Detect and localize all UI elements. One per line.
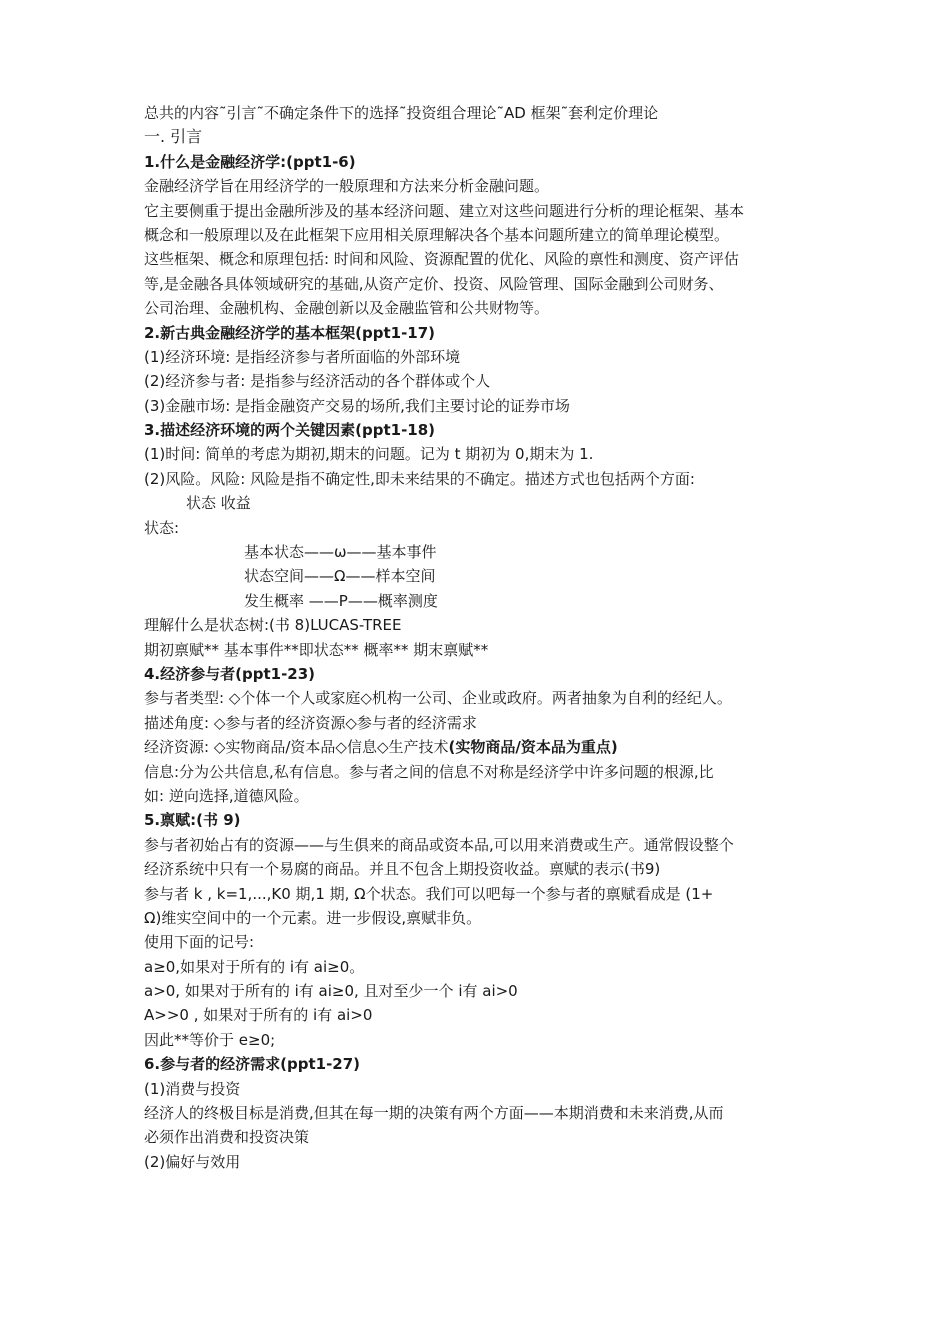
paragraph-line: 描述角度: ◇参与者的经济资源◇参与者的经济需求: [144, 713, 477, 732]
contents-summary: 总共的内容˜引言˜不确定条件下的选择˜投资组合理论˜AD 框架˜套利定价理论: [144, 104, 659, 122]
list-item: (2)风险。风险: 风险是指不确定性,即未来结果的不确定。描述方式也包括两个方面:: [144, 469, 695, 488]
heading-3: 3.描述经济环境的两个关键因素(ppt1-18): [144, 421, 436, 440]
list-item: (2)经济参与者: 是指参与经济活动的各个群体或个人: [144, 372, 491, 391]
list-item: (2)偏好与效用: [144, 1152, 241, 1171]
paragraph-line: 参与者初始占有的资源——与生俱来的商品或资本品,可以用来消费或生产。通常假设整个: [144, 835, 734, 854]
paragraph-line: 如: 逆向选择,道德风险。: [144, 786, 309, 805]
paragraph-line: 状态:: [144, 518, 180, 537]
notation-line: 因此**等价于 e≥0;: [144, 1030, 276, 1049]
notation-line: a>0, 如果对于所有的 i有 ai≥0, 且对至少一个 i有 ai>0: [144, 982, 518, 1001]
list-item: (1)消费与投资: [144, 1079, 241, 1098]
indented-line: 状态 收益: [186, 494, 251, 513]
paragraph-line: Ω)维实空间中的一个元素。进一步假设,禀赋非负。: [144, 908, 482, 927]
paragraph-line: 经济系统中只有一个易腐的商品。并且不包含上期投资收益。禀赋的表示(书9): [144, 860, 661, 879]
paragraph-line: 金融经济学旨在用经济学的一般原理和方法来分析金融问题。: [144, 177, 550, 196]
paragraph-line: 等,是金融各具体领域研究的基础,从资产定价、投资、风险管理、国际金融到公司财务、: [144, 274, 724, 293]
heading-2: 2.新古典金融经济学的基本框架(ppt1-17): [144, 323, 436, 342]
paragraph-line: [144, 735, 824, 759]
paragraph-line: 理解什么是状态树:(书 8)LUCAS-TREE: [144, 616, 402, 635]
paragraph-line: 参与者 k , k=1,...,K0 期,1 期, Ω个状态。我们可以吧每一个参与者的禀赋看成是 (1+: [144, 884, 714, 903]
paragraph-line: 概念和一般原理以及在此框架下应用相关原理解决各个基本问题所建立的简单理论模型。: [144, 225, 730, 244]
state-definition: 状态空间——Ω——样本空间: [244, 567, 436, 586]
document-body: [144, 101, 824, 1174]
paragraph-line: 它主要侧重于提出金融所涉及的基本经济问题、建立对这些问题进行分析的理论框架、基本: [144, 201, 745, 220]
list-item: (1)时间: 简单的考虑为期初,期末的问题。记为 t 期初为 0,期末为 1.: [144, 445, 594, 464]
list-item: (3)金融市场: 是指金融资产交易的场所,我们主要讨论的证券市场: [144, 396, 570, 415]
resource-text: 经济资源: ◇实物商品/资本品◇信息◇生产技术: [144, 738, 449, 757]
section-title: 一. 引言: [144, 127, 203, 147]
paragraph-line: 参与者类型: ◇个体一个人或家庭◇机构一公司、企业或政府。两者抽象为自利的经纪人。: [144, 689, 732, 708]
notation-line: a≥0,如果对于所有的 i有 ai≥0。: [144, 957, 365, 976]
paragraph-line: 这些框架、概念和原理包括: 时间和风险、资源配置的优化、风险的禀性和测度、资产评估: [144, 250, 739, 269]
list-item: (1)经济环境: 是指经济参与者所面临的外部环境: [144, 347, 461, 366]
notation-line: A>>0 , 如果对于所有的 i有 ai>0: [144, 1006, 373, 1025]
state-definition: 发生概率 ——P——概率测度: [244, 591, 438, 610]
paragraph-line: 使用下面的记号:: [144, 933, 255, 952]
heading-5: 5.禀赋:(书 9): [144, 811, 241, 830]
state-definition: 基本状态——ω——基本事件: [244, 543, 437, 562]
paragraph-line: 信息:分为公共信息,私有信息。参与者之间的信息不对称是经济学中许多问题的根源,比: [144, 762, 714, 781]
heading-4: 4.经济参与者(ppt1-23): [144, 664, 316, 683]
resource-emphasis: (实物商品/资本品为重点): [448, 738, 618, 757]
paragraph-line: 期初禀赋** 基本事件**即状态** 概率** 期末禀赋**: [144, 640, 489, 659]
heading-1: 1.什么是金融经济学:(ppt1-6): [144, 152, 356, 171]
paragraph-line: 经济人的终极目标是消费,但其在每一期的决策有两个方面——本期消费和未来消费,从而: [144, 1104, 724, 1123]
paragraph-line: 公司治理、金融机构、金融创新以及金融监管和公共财物等。: [144, 299, 550, 318]
heading-6: 6.参与者的经济需求(ppt1-27): [144, 1055, 361, 1074]
paragraph-line: 必须作出消费和投资决策: [144, 1128, 310, 1147]
